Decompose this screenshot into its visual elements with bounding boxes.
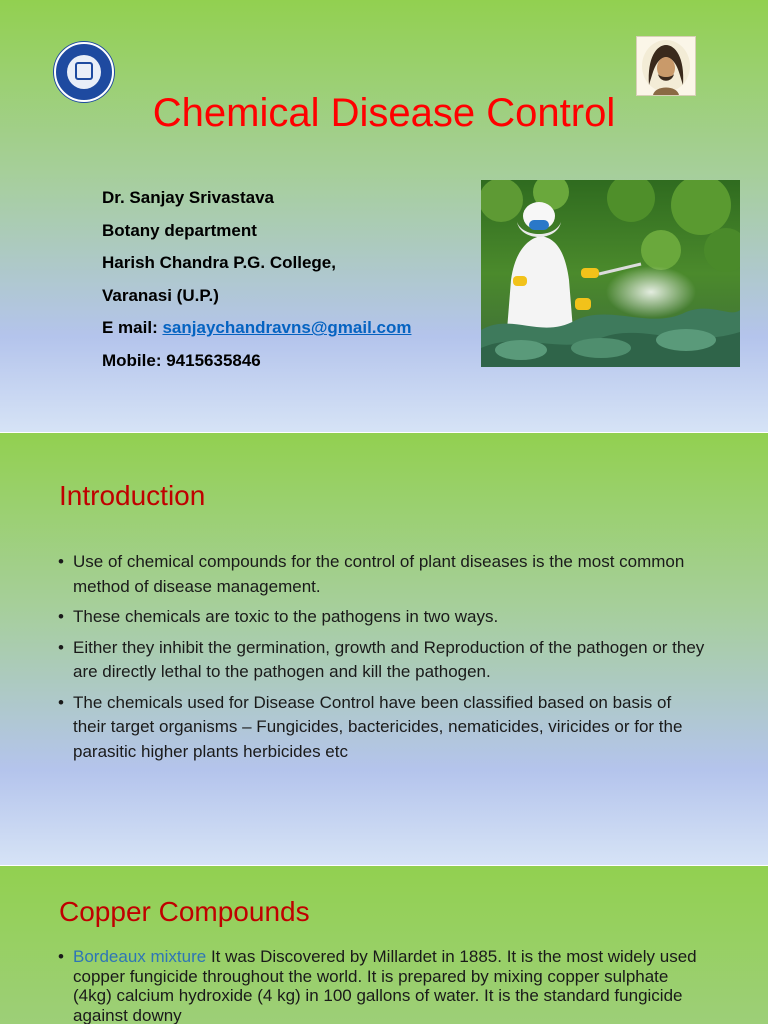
title-slide (0, 0, 768, 432)
list-item: • Either they inhibit the germination, growth and Reproduction of the pathogen or they are directly lethal to the pathogen and kill the pathogen. (58, 636, 708, 685)
location: Varanasi (U.P.) (102, 285, 219, 305)
email-link[interactable]: sanjaychandravns@gmail.com (162, 318, 412, 338)
college-name: Harish Chandra P.G. College, (102, 253, 336, 273)
section-heading: Copper Compounds (59, 896, 310, 927)
mobile-number: Mobile: 9415635846 (102, 350, 261, 370)
bullet-list (58, 550, 708, 770)
bullet-text: It was Discovered by Millardet in 1885. It is the most widely used copper fungicide throughout the world. It is prepared by mixing copper sulphate (4kg) calcium hydroxide (4 kg) in 100 gallons of water. It is the standard fungicide against downy (73, 947, 697, 1024)
introduction-slide (0, 433, 768, 865)
list-item: • Use of chemical compounds for the control of plant diseases is the most common method of disease management. (58, 550, 708, 599)
list-item (58, 947, 708, 1024)
department: Botany department (102, 220, 257, 240)
author-name: Dr. Sanjay Srivastava (102, 188, 275, 207)
copper-compounds-slide (0, 866, 768, 1024)
email-label: E mail: (102, 318, 163, 338)
slide-title: Chemical Disease Control (152, 91, 616, 135)
list-item: • The chemicals used for Disease Control have been classified based on basis of their target organisms – Fungicides, bactericides, nematicides, viricides or for the parasitic higher plants herbicides etc (58, 691, 708, 765)
bullet-list (58, 947, 708, 1024)
pesticide-spraying-photo (481, 180, 740, 367)
email-line (102, 312, 411, 345)
author-info (102, 182, 411, 378)
bullet-term: Bordeaux mixture (73, 947, 207, 966)
list-item: • These chemicals are toxic to the pathogens in two ways. (58, 605, 708, 630)
section-heading: Introduction (59, 480, 206, 511)
